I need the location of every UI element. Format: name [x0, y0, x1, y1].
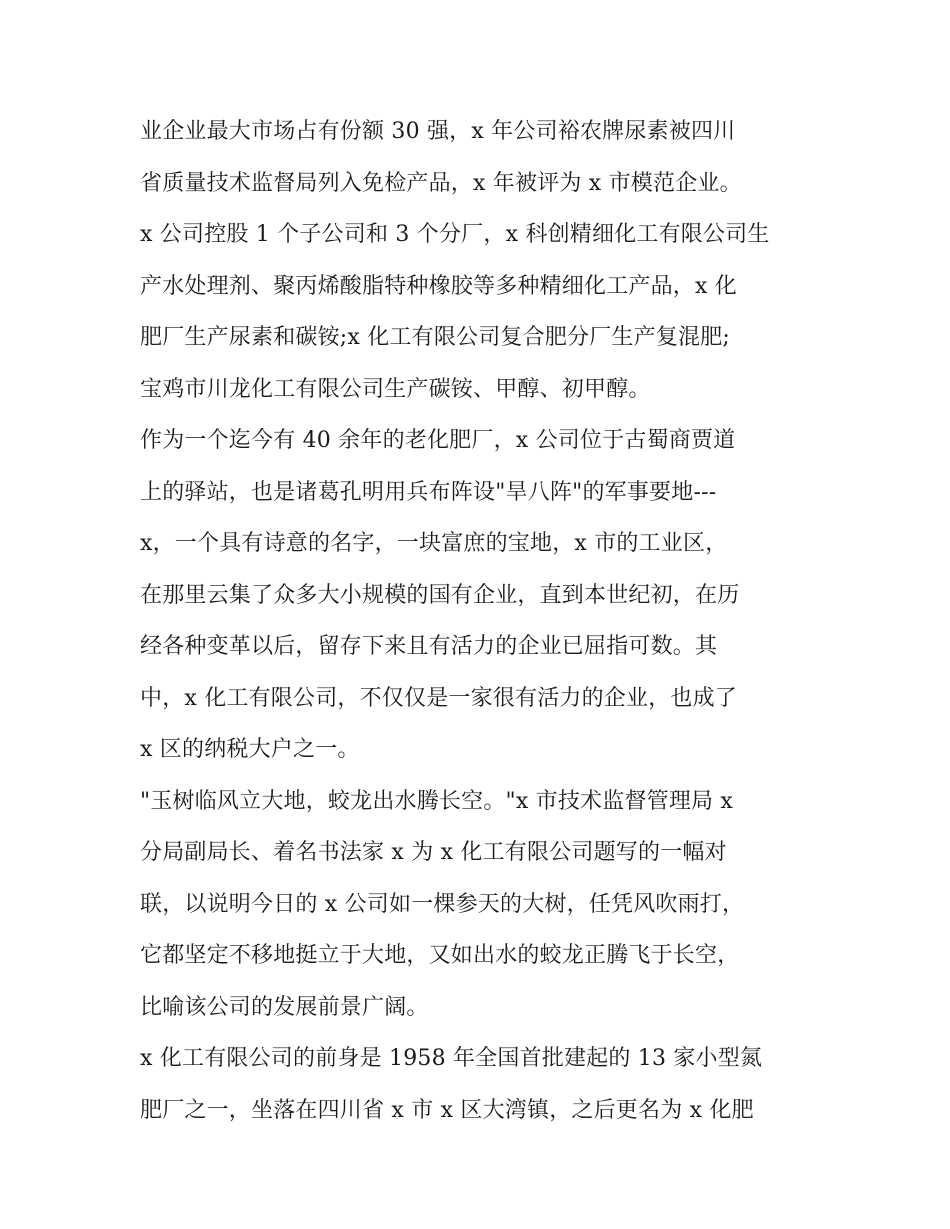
- text-line: 宝鸡市川龙化工有限公司生产碳铵、甲醇、初甲醇。: [140, 376, 651, 402]
- text-line: x，一个具有诗意的名字，一块富庶的宝地，x 市的工业区，: [140, 531, 728, 556]
- text-line: 比喻该公司的发展前景广阔。: [140, 994, 429, 1020]
- text-line: 经各种变革以后，留存下来且有活力的企业已屈指可数。其: [140, 634, 718, 659]
- text-line: 作为一个迄今有 40 余年的老化肥厂，x 公司位于古蜀商贾道: [140, 428, 736, 453]
- text-line: 中，x 化工有限公司，不仅仅是一家很有活力的企业，也成了: [140, 685, 738, 711]
- text-line: 肥厂生产尿素和碳铵;x 化工有限公司复合肥分厂生产复混肥;: [140, 325, 731, 350]
- text-line: 业企业最大市场占有份额 30 强，x 年公司裕农牌尿素被四川: [140, 119, 736, 144]
- text-line: x 公司控股 1 个子公司和 3 个分厂，x 科创精细化工有限公司生: [140, 222, 770, 247]
- text-line: 上的驿站，也是诸葛孔明用兵布阵设"旱八阵"的军事要地---: [140, 479, 717, 505]
- text-line: 分局副局长、着名书法家 x 为 x 化工有限公司题写的一幅对: [140, 840, 727, 865]
- text-line: x 化工有限公司的前身是 1958 年全国首批建起的 13 家小型氮: [140, 1046, 763, 1071]
- text-line: 省质量技术监督局列入免检产品，x 年被评为 x 市模范企业。: [140, 170, 742, 196]
- text-line: 在那里云集了众多大小规模的国有企业，直到本世纪初，在历: [140, 582, 740, 608]
- text-line: 产水处理剂、聚丙烯酸脂特种橡胶等多种精细化工产品，x 化: [140, 273, 738, 299]
- text-line: 它都坚定不移地挺立于大地，又如出水的蛟龙正腾飞于长空，: [140, 943, 740, 968]
- body-text: [140, 106, 820, 1136]
- text-line: x 区的纳税大户之一。: [140, 737, 360, 762]
- text-line: 联，以说明今日的 x 公司如一棵参天的大树，任凭风吹雨打，: [140, 891, 745, 917]
- text-line: 肥厂之一，坐落在四川省 x 市 x 区大湾镇，之后更名为 x 化肥: [140, 1097, 754, 1123]
- text-line: "玉树临风立大地，蛟龙出水腾长空。"x 市技术监督管理局 x: [140, 788, 734, 814]
